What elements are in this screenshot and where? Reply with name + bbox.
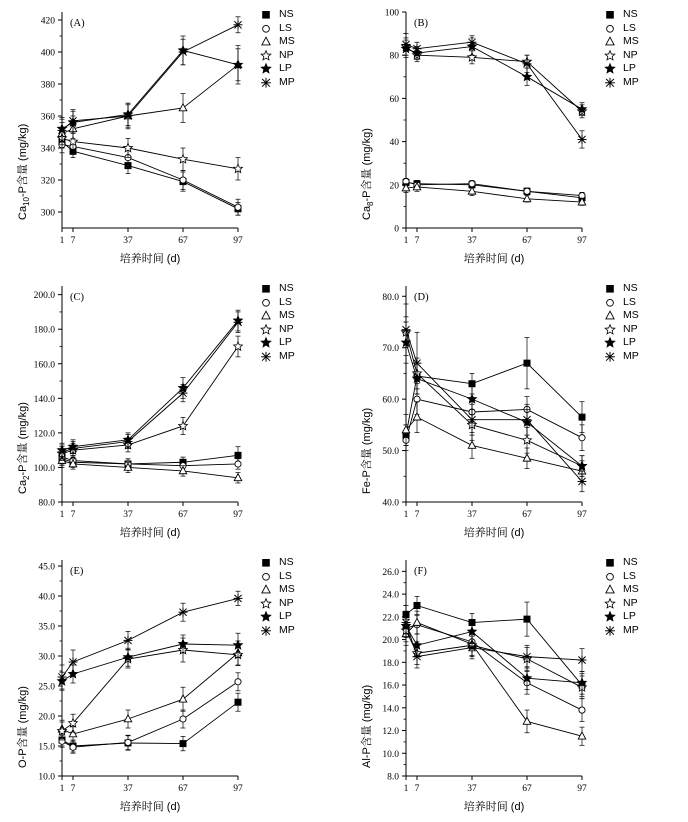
y-axis-title: $Ca_{10}-P$含量 (mg/kg) xyxy=(17,123,32,220)
svg-text:67: 67 xyxy=(178,236,188,246)
svg-text:400: 400 xyxy=(40,48,55,59)
svg-text:35.0: 35.0 xyxy=(38,622,55,633)
legend-label: MS xyxy=(623,35,639,48)
legend-item-MS[interactable] xyxy=(602,35,639,49)
cross-x-icon xyxy=(602,624,623,638)
cross-x-icon xyxy=(258,624,279,638)
legend-item-MP[interactable] xyxy=(602,624,639,638)
svg-text:80.0: 80.0 xyxy=(382,292,399,303)
open-star-icon xyxy=(258,323,279,337)
y-axis-title: Fe-P含量 (mg/kg) xyxy=(361,407,373,494)
svg-text:97: 97 xyxy=(577,510,587,520)
legend-label: LS xyxy=(623,295,636,308)
legend xyxy=(258,282,295,364)
filled-square-icon xyxy=(258,556,279,570)
legend-label: NP xyxy=(279,48,294,61)
open-circle-icon xyxy=(602,296,623,310)
legend-item-MP[interactable] xyxy=(258,350,295,364)
open-triangle-icon xyxy=(602,309,623,323)
series-MS xyxy=(58,641,242,741)
svg-text:50.0: 50.0 xyxy=(382,447,399,458)
series-NS xyxy=(403,179,585,201)
series-MP xyxy=(58,312,243,459)
legend-item-MS[interactable] xyxy=(602,583,639,597)
legend-item-NS[interactable] xyxy=(258,556,295,570)
open-triangle-icon xyxy=(258,583,279,597)
series-LS xyxy=(403,178,585,199)
legend-item-MS[interactable] xyxy=(602,309,639,323)
legend-label: LS xyxy=(623,21,636,34)
series-LP xyxy=(402,38,587,116)
svg-text:1: 1 xyxy=(59,784,65,794)
x-axis-title: 培养时间 (d) xyxy=(463,801,525,813)
svg-text:60.0: 60.0 xyxy=(382,395,399,406)
svg-text:37: 37 xyxy=(467,784,477,794)
y-axis-title: $Ca_2-P$含量 (mg/kg) xyxy=(17,402,32,494)
svg-text:7: 7 xyxy=(70,236,76,246)
legend-item-NP[interactable] xyxy=(602,49,639,63)
legend-item-MS[interactable] xyxy=(258,35,295,49)
filled-star-icon xyxy=(258,62,279,76)
svg-text:1: 1 xyxy=(59,236,65,246)
chart-panel-d xyxy=(344,274,688,548)
svg-text:420: 420 xyxy=(40,16,55,27)
filled-square-icon xyxy=(258,8,279,22)
series-NS xyxy=(59,135,241,215)
series-NS xyxy=(403,337,585,445)
legend-label: MS xyxy=(623,583,639,596)
svg-text:18.0: 18.0 xyxy=(382,658,399,669)
svg-text:24.0: 24.0 xyxy=(382,590,399,601)
open-star-icon xyxy=(602,49,623,63)
svg-text:7: 7 xyxy=(414,236,420,246)
svg-text:100: 100 xyxy=(384,8,399,19)
svg-text:1: 1 xyxy=(59,510,65,520)
legend-label: LP xyxy=(279,336,292,349)
svg-text:360: 360 xyxy=(40,112,55,123)
open-circle-icon xyxy=(602,22,623,36)
svg-text:97: 97 xyxy=(577,236,587,246)
svg-text:20.0: 20.0 xyxy=(38,712,55,723)
chart-panel-e xyxy=(0,548,344,822)
legend-item-NP[interactable] xyxy=(258,49,295,63)
svg-text:97: 97 xyxy=(233,510,243,520)
legend-item-NP[interactable] xyxy=(602,323,639,337)
legend-item-MP[interactable] xyxy=(258,624,295,638)
legend xyxy=(602,8,639,90)
legend-item-MP[interactable] xyxy=(602,350,639,364)
cross-x-icon xyxy=(258,76,279,90)
svg-text:(A): (A) xyxy=(70,18,85,29)
x-axis-title: 培养时间 (d) xyxy=(119,253,181,265)
series-LP xyxy=(402,322,587,476)
legend-label: MP xyxy=(279,623,295,636)
series-MS xyxy=(402,402,586,482)
svg-text:97: 97 xyxy=(233,784,243,794)
open-triangle-icon xyxy=(602,583,623,597)
chart-panel-a xyxy=(0,0,344,274)
filled-star-icon xyxy=(258,336,279,350)
legend xyxy=(258,556,295,638)
svg-text:100.0: 100.0 xyxy=(33,463,55,474)
legend-item-LS[interactable] xyxy=(602,570,639,584)
open-circle-icon xyxy=(258,22,279,36)
svg-text:7: 7 xyxy=(70,784,76,794)
series-NP xyxy=(402,38,587,118)
legend-item-LS[interactable] xyxy=(258,296,295,310)
series-MP xyxy=(58,17,243,142)
svg-text:7: 7 xyxy=(414,510,420,520)
svg-text:14.0: 14.0 xyxy=(382,704,399,715)
series-NP xyxy=(58,638,243,740)
svg-text:(D): (D) xyxy=(414,292,429,303)
legend-label: NS xyxy=(279,556,294,568)
svg-text:(C): (C) xyxy=(70,292,84,303)
svg-text:7: 7 xyxy=(414,784,420,794)
svg-text:8.0: 8.0 xyxy=(387,772,399,783)
y-axis-title: Al-P含量 (mg/kg) xyxy=(361,684,373,768)
series-LP xyxy=(58,633,243,690)
legend-item-MP[interactable] xyxy=(258,76,295,90)
x-axis-title: 培养时间 (d) xyxy=(463,253,525,265)
svg-text:0: 0 xyxy=(394,224,399,235)
open-star-icon xyxy=(258,49,279,63)
svg-text:(B): (B) xyxy=(414,18,428,29)
legend-item-LP[interactable] xyxy=(602,610,639,624)
legend-label: MS xyxy=(279,309,295,322)
legend xyxy=(602,282,639,364)
open-star-icon xyxy=(258,597,279,611)
series-MP xyxy=(402,611,587,671)
chart-panel-f xyxy=(344,548,688,822)
svg-text:15.0: 15.0 xyxy=(38,742,55,753)
legend xyxy=(258,8,295,90)
series-LS xyxy=(59,450,241,471)
series-NS xyxy=(403,596,585,696)
series-MS xyxy=(58,46,242,145)
legend-item-NS[interactable] xyxy=(258,8,295,22)
svg-text:80.0: 80.0 xyxy=(38,498,55,509)
legend-item-LP[interactable] xyxy=(258,336,295,350)
svg-text:10.0: 10.0 xyxy=(38,772,55,783)
svg-text:1: 1 xyxy=(403,784,409,794)
series-LS xyxy=(403,616,585,722)
legend-item-LP[interactable] xyxy=(258,610,295,624)
legend-label: LS xyxy=(623,569,636,582)
svg-text:16.0: 16.0 xyxy=(382,681,399,692)
svg-text:300: 300 xyxy=(40,208,55,219)
svg-text:67: 67 xyxy=(522,784,532,794)
svg-text:37: 37 xyxy=(123,236,133,246)
filled-square-icon xyxy=(602,282,623,296)
legend-item-NS[interactable] xyxy=(258,282,295,296)
series-NP xyxy=(402,317,587,476)
svg-text:70.0: 70.0 xyxy=(382,344,399,355)
legend-label: NP xyxy=(623,322,638,335)
svg-text:97: 97 xyxy=(233,236,243,246)
svg-text:67: 67 xyxy=(178,784,188,794)
svg-text:40: 40 xyxy=(389,138,399,149)
svg-text:97: 97 xyxy=(577,784,587,794)
legend-label: NP xyxy=(623,48,638,61)
filled-star-icon xyxy=(258,610,279,624)
series-MS xyxy=(402,611,586,745)
series-NS xyxy=(59,693,241,752)
open-star-icon xyxy=(602,323,623,337)
legend-label: NS xyxy=(279,282,294,294)
series-MP xyxy=(402,304,587,492)
open-circle-icon xyxy=(258,296,279,310)
legend-label: NS xyxy=(279,8,294,20)
legend-label: LP xyxy=(279,610,292,623)
svg-text:20: 20 xyxy=(389,181,399,192)
open-triangle-icon xyxy=(602,35,623,49)
open-circle-icon xyxy=(258,570,279,584)
legend-label: LP xyxy=(623,62,636,75)
svg-text:120.0: 120.0 xyxy=(33,429,55,440)
series-LS xyxy=(59,137,241,215)
chart-panel-b xyxy=(344,0,688,274)
legend-item-MP[interactable] xyxy=(602,76,639,90)
legend-label: NP xyxy=(279,322,294,335)
legend-item-LP[interactable] xyxy=(258,62,295,76)
cross-x-icon xyxy=(602,76,623,90)
x-axis-title: 培养时间 (d) xyxy=(119,527,181,539)
x-axis-title: 培养时间 (d) xyxy=(463,527,525,539)
legend-item-NP[interactable] xyxy=(258,597,295,611)
svg-text:37: 37 xyxy=(123,784,133,794)
legend-label: LS xyxy=(279,21,292,34)
legend-item-NS[interactable] xyxy=(602,8,639,22)
svg-text:1: 1 xyxy=(403,236,409,246)
svg-text:160.0: 160.0 xyxy=(33,360,55,371)
x-axis-title: 培养时间 (d) xyxy=(119,801,181,813)
svg-text:37: 37 xyxy=(467,236,477,246)
svg-text:10.0: 10.0 xyxy=(382,749,399,760)
svg-text:(F): (F) xyxy=(414,566,427,577)
svg-text:37: 37 xyxy=(123,510,133,520)
svg-text:40.0: 40.0 xyxy=(382,498,399,509)
series-MP xyxy=(58,591,243,689)
svg-text:20.0: 20.0 xyxy=(382,636,399,647)
open-triangle-icon xyxy=(258,35,279,49)
legend-label: MP xyxy=(279,75,295,88)
legend-label: NP xyxy=(623,596,638,609)
svg-text:45.0: 45.0 xyxy=(38,562,55,573)
legend-label: MP xyxy=(623,623,639,636)
svg-text:67: 67 xyxy=(178,510,188,520)
legend-label: LS xyxy=(279,295,292,308)
legend xyxy=(602,556,639,638)
svg-text:200.0: 200.0 xyxy=(33,291,55,302)
legend-item-NS[interactable] xyxy=(602,282,639,296)
filled-square-icon xyxy=(602,8,623,22)
svg-text:30.0: 30.0 xyxy=(38,652,55,663)
svg-text:37: 37 xyxy=(467,510,477,520)
legend-item-MS[interactable] xyxy=(258,583,295,597)
legend-item-LP[interactable] xyxy=(602,62,639,76)
open-circle-icon xyxy=(602,570,623,584)
legend-label: MP xyxy=(623,349,639,362)
svg-text:7: 7 xyxy=(70,510,76,520)
svg-text:1: 1 xyxy=(403,510,409,520)
svg-text:25.0: 25.0 xyxy=(38,682,55,693)
filled-square-icon xyxy=(258,282,279,296)
svg-text:380: 380 xyxy=(40,80,55,91)
series-LP xyxy=(58,36,243,140)
legend-label: LP xyxy=(623,610,636,623)
legend-label: LP xyxy=(623,336,636,349)
filled-star-icon xyxy=(602,336,623,350)
legend-item-MS[interactable] xyxy=(258,309,295,323)
svg-text:140.0: 140.0 xyxy=(33,394,55,405)
svg-text:67: 67 xyxy=(522,510,532,520)
svg-text:180.0: 180.0 xyxy=(33,325,55,336)
legend-label: MS xyxy=(279,583,295,596)
legend-label: NP xyxy=(279,596,294,609)
legend-item-LS[interactable] xyxy=(602,296,639,310)
cross-x-icon xyxy=(602,350,623,364)
legend-label: NS xyxy=(623,8,638,20)
svg-text:67: 67 xyxy=(522,236,532,246)
cross-x-icon xyxy=(258,350,279,364)
filled-star-icon xyxy=(602,62,623,76)
svg-text:60: 60 xyxy=(389,94,399,105)
legend-label: NS xyxy=(623,282,638,294)
legend-label: LP xyxy=(279,62,292,75)
legend-item-NS[interactable] xyxy=(602,556,639,570)
legend-label: MP xyxy=(623,75,639,88)
svg-text:320: 320 xyxy=(40,176,55,187)
y-axis-title: $Ca_8-P$含量 (mg/kg) xyxy=(361,128,376,220)
open-triangle-icon xyxy=(258,309,279,323)
series-NS xyxy=(59,447,241,469)
svg-text:(E): (E) xyxy=(70,566,84,577)
legend-label: MS xyxy=(623,309,639,322)
legend-item-LP[interactable] xyxy=(602,336,639,350)
legend-item-NP[interactable] xyxy=(602,597,639,611)
legend-item-LS[interactable] xyxy=(602,22,639,36)
svg-text:22.0: 22.0 xyxy=(382,613,399,624)
svg-text:40.0: 40.0 xyxy=(38,592,55,603)
y-axis-title: O-P含量 (mg/kg) xyxy=(17,686,29,768)
legend-item-NP[interactable] xyxy=(258,323,295,337)
series-LP xyxy=(58,310,243,457)
legend-label: NS xyxy=(623,556,638,568)
legend-label: MP xyxy=(279,349,295,362)
svg-text:26.0: 26.0 xyxy=(382,567,399,578)
open-star-icon xyxy=(602,597,623,611)
legend-item-LS[interactable] xyxy=(258,570,295,584)
legend-label: MS xyxy=(279,35,295,48)
filled-square-icon xyxy=(602,556,623,570)
series-NP xyxy=(58,336,243,460)
svg-text:80: 80 xyxy=(389,51,399,62)
series-LS xyxy=(59,673,241,753)
svg-text:12.0: 12.0 xyxy=(382,727,399,738)
svg-text:340: 340 xyxy=(40,144,55,155)
legend-item-LS[interactable] xyxy=(258,22,295,36)
chart-panel-c xyxy=(0,274,344,548)
filled-star-icon xyxy=(602,610,623,624)
legend-label: LS xyxy=(279,569,292,582)
